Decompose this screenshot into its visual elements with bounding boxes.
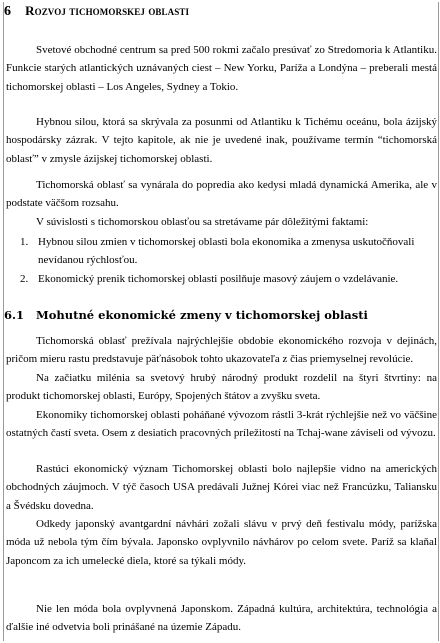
list-item-text: Hybnou silou zmien v tichomorskej oblasti bola ekonomika a zmenysa uskutočňovali nevídanou rýchlosťou. [38, 236, 415, 267]
chapter-number: 6 [4, 4, 12, 19]
paragraph [6, 460, 437, 515]
paragraph [6, 600, 437, 637]
paragraph [6, 406, 437, 443]
paragraph [6, 369, 437, 406]
list-item [20, 270, 436, 288]
paragraph-text: Tichomorská oblasť prežívala najrýchlejšie obdobie ekonomického rozvoja v dejinách, pričom mieru rastu predstavuje päťnásobok tohto ukazovateľa z čias priemyselnej revolúcie. [6, 335, 437, 366]
paragraph-text: Rastúci ekonomický význam Tichomorskej oblasti bolo najlepšie vidno na amerických obchodných záujmoch. V týč časoch USA predávali Južnej Kórei viac než Francúzku, Taliansku a Švédsku dovedna. [6, 463, 437, 512]
paragraph [6, 41, 437, 96]
chapter-title: Rozvoj tichomorskej oblasti [25, 3, 190, 18]
paragraph-text: Ekonomiky tichomorskej oblasti poháňané vývozom rástli 3-krát rýchlejšie než vo väčšine ostatných častí sveta. Osem z desiatich pracovných príležitostí na Tchaj-wane záviseli od vývozu. [6, 409, 437, 440]
paragraph-text: Nie len móda bola ovplyvnená Japonskom. Západná kultúra, architektúra, technológia a ďalšie iné odvetvia boli prinášané na územie Západu. [6, 603, 437, 634]
paragraph [6, 332, 437, 369]
section-title: Mohutné ekonomické zmeny v tichomorskej oblasti [36, 308, 368, 322]
section-heading [4, 308, 368, 322]
paragraph-text: Odkedy japonský avantgardní návhári zožali slávu v prvý deň festivalu módy, parížska móda už nebola tým čím bývala. Japonsko ovplyvnilo návhárov po celom svete. Paríž sa klaňal Japoncom za ich umelecké diela, ktoré sa týkali módy. [6, 518, 437, 567]
paragraph-text: Svetové obchodné centrum sa pred 500 rokmi začalo presúvať zo Stredomoria k Atlantiku. Funkcie starých atlantických uznávaných ciest – New Yorku, Paríža a Londýna – preberali mestá tichomorskej oblasti – Los Angeles, Sydney a Tokio. [6, 44, 437, 93]
paragraph [6, 176, 437, 213]
list-number: 1. [20, 236, 29, 248]
list-number: 2. [20, 272, 29, 285]
paragraph [6, 515, 437, 570]
paragraph [6, 113, 437, 168]
chapter-heading [4, 3, 189, 20]
paragraph-text: V súvislosti s tichomorskou oblasťou sa stretávame pár dôležitými faktami: [36, 216, 369, 228]
paragraph [6, 213, 437, 231]
paragraph-text: Tichomorská oblasť sa vynárala do popredia ako kedysi mladá dynamická Amerika, ale v podstate väčšom rozsahu. [6, 179, 437, 210]
paragraph-text: Na začiatku milénia sa svetový hrubý národný produkt rozdelil na štyri štvrtiny: na produkt tichomorskej oblasti, Európy, Spojených štátov a zvyšku sveta. [6, 372, 437, 403]
section-number: 6.1 [4, 308, 25, 322]
paragraph-text: Hybnou silou, ktorá sa skrývala za posunmi od Atlantiku k Tichému oceánu, bola ázijský hospodársky zázrak. V tejto kapitole, ak nie je uvedené inak, používame termín “tichomorská oblasť” v zmysle ázijskej tichomorskej oblasti. [6, 116, 437, 165]
right-margin-guide [438, 2, 439, 641]
facts-list [20, 233, 436, 288]
list-item [20, 233, 436, 270]
list-item-text: Ekonomický prenik tichomorskej oblasti posilňuje masový záujem o vzdelávanie. [38, 272, 399, 285]
